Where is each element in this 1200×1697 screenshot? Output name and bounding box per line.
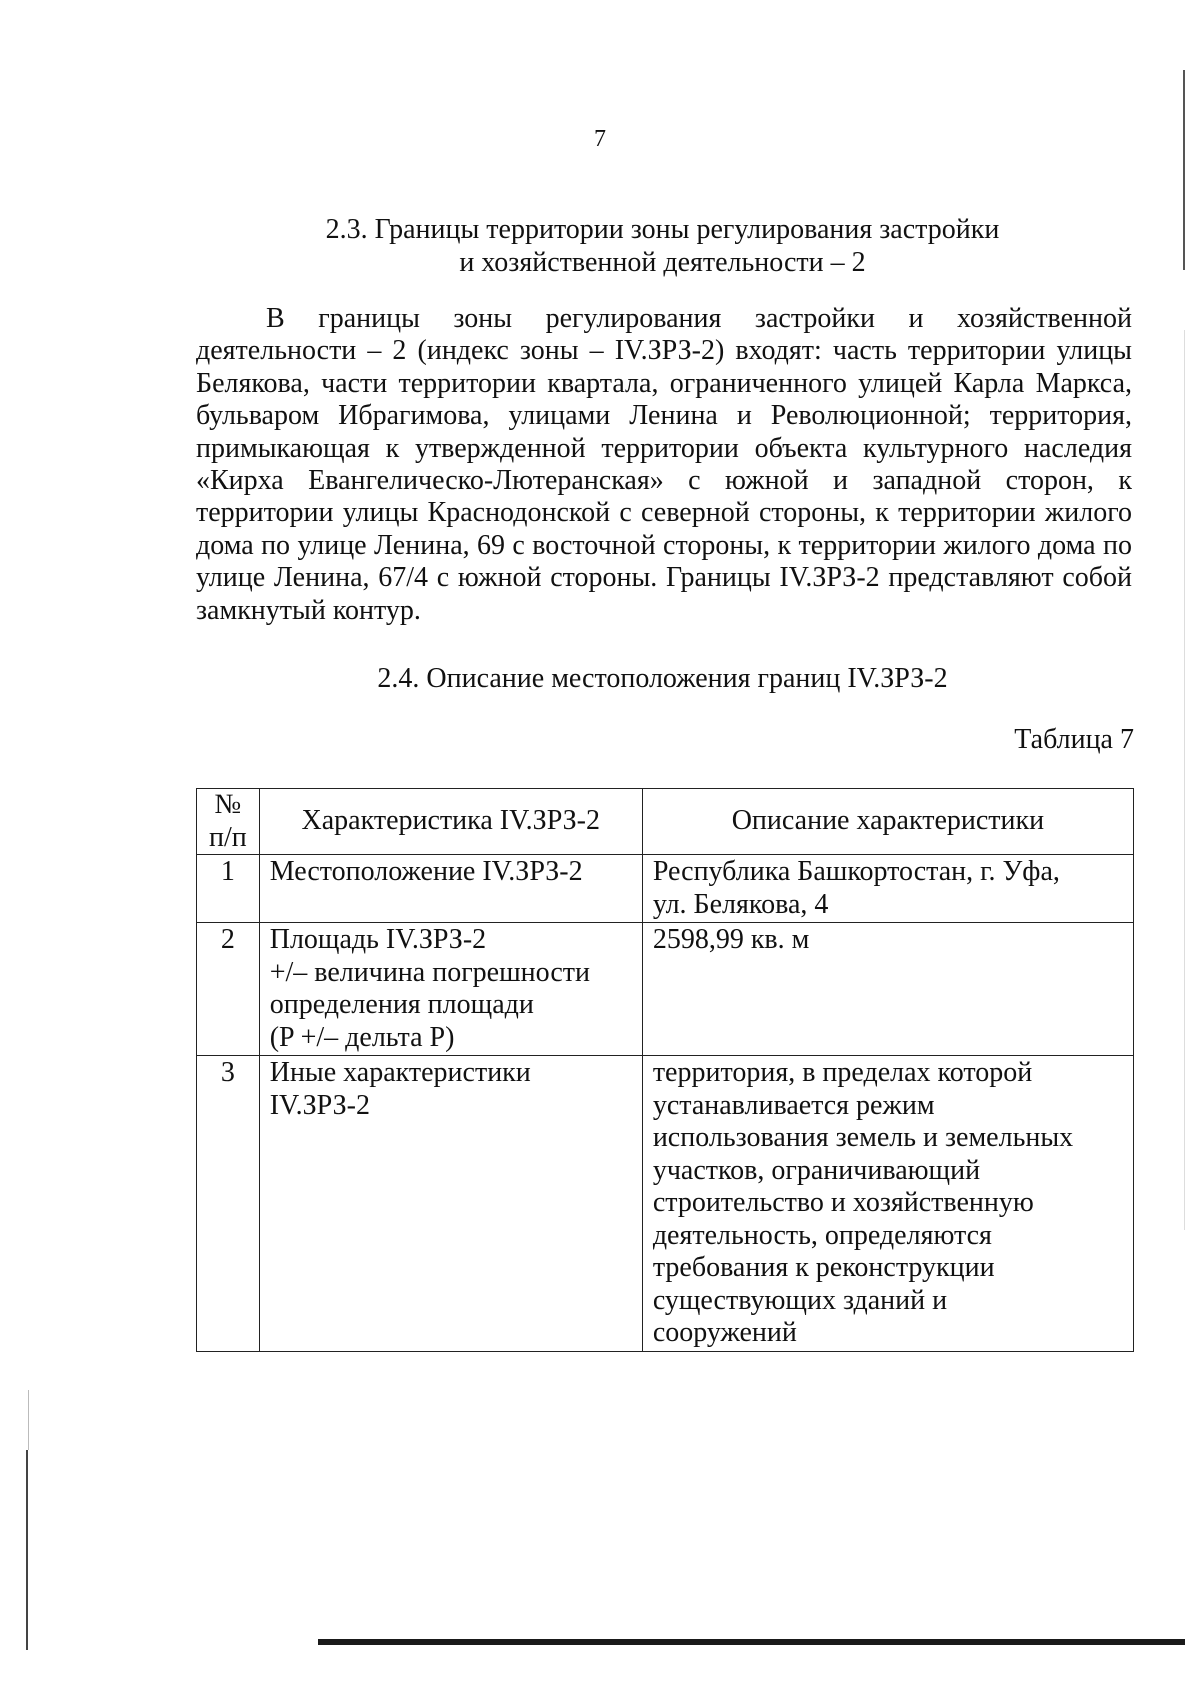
section-2-3-paragraph: В границы зоны регулирования застройки и хозяйственной деятельности – 2 (индекс зоны – IV.ЗРЗ-2) входят: часть территории улицы Белякова, части территории квартала, ограниченного улицей Карла Маркса, бульваром Ибрагимова, улицами Ленина и Революционной; территория, примыкающая к утвержденной территории объекта культурного наследия «Кирха Евангелическо-Лютеранская» с южной и западной сторон, к территории улицы Краснодонской с северной стороны, к территории жилого дома по улице Ленина, 69 с восточной стороны, к территории жилого дома по улице Ленина, 67/4 с южной стороны. Границы IV.ЗРЗ-2 представляют собой замкнутый контур.	[196, 303, 1132, 626]
row-description	[642, 855, 1133, 923]
description-line: сооружений	[652, 1317, 797, 1348]
section-2-3-title	[190, 213, 1135, 279]
table-label: Таблица 7	[1014, 724, 1134, 755]
description-line: Республика Башкортостан, г. Уфа,	[652, 856, 1060, 887]
section-2-3-title-line: 2.3. Границы территории зоны регулирования застройки	[325, 214, 1000, 245]
row-number: 2	[197, 923, 260, 1056]
description-line: деятельность, определяются	[652, 1219, 992, 1251]
row-characteristic	[259, 923, 642, 1056]
characteristic-line: Иные характеристики	[269, 1057, 531, 1088]
table-row	[197, 855, 1134, 923]
description-line: устанавливается режим	[652, 1089, 935, 1121]
characteristic-line: Местоположение IV.ЗРЗ-2	[269, 856, 583, 887]
section-2-4-title: 2.4. Описание местоположения границ IV.ЗРЗ-2	[377, 663, 948, 694]
scan-edge-line	[28, 1390, 29, 1450]
bottom-rule	[318, 1639, 1185, 1645]
header-number	[197, 789, 260, 855]
characteristics-table	[196, 788, 1134, 1352]
table-row	[197, 1056, 1134, 1352]
row-description	[642, 1056, 1133, 1352]
description-line: существующих зданий и	[652, 1284, 948, 1316]
row-characteristic	[259, 1056, 642, 1352]
table-row	[197, 923, 1134, 1056]
header-number-line: п/п	[208, 821, 247, 853]
characteristic-line: определения площади	[269, 989, 534, 1020]
description-line: 2598,99 кв. м	[652, 924, 810, 955]
description-line: использования земель и земельных	[652, 1122, 1074, 1153]
row-number: 1	[197, 855, 260, 923]
characteristic-line: IV.ЗРЗ-2	[269, 1089, 370, 1121]
characteristic-line: Площадь IV.ЗРЗ-2	[269, 924, 487, 955]
characteristic-line: (P +/– дельта P)	[269, 1021, 455, 1053]
characteristic-line: +/– величина погрешности	[269, 956, 590, 988]
page-number: 7	[594, 126, 606, 152]
description-line: строительство и хозяйственную	[652, 1187, 1034, 1218]
scan-edge-line	[1183, 70, 1185, 270]
header-description: Описание характеристики	[642, 789, 1133, 855]
row-characteristic	[259, 855, 642, 923]
scan-edge-line	[26, 1450, 28, 1650]
description-line: участков, ограничивающий	[652, 1154, 981, 1186]
table-body	[197, 855, 1134, 1352]
scan-edge-line	[1184, 330, 1185, 1230]
row-number: 3	[197, 1056, 260, 1352]
row-description	[642, 923, 1133, 1056]
header-number-line: №	[214, 789, 242, 820]
description-line: территория, в пределах которой	[652, 1057, 1033, 1088]
description-line: требования к реконструкции	[652, 1252, 995, 1283]
section-2-3-title-line: и хозяйственной деятельности – 2	[459, 247, 866, 278]
header-characteristic: Характеристика IV.ЗРЗ-2	[259, 789, 642, 855]
description-line: ул. Белякова, 4	[652, 888, 829, 920]
table-header-row	[197, 789, 1134, 855]
